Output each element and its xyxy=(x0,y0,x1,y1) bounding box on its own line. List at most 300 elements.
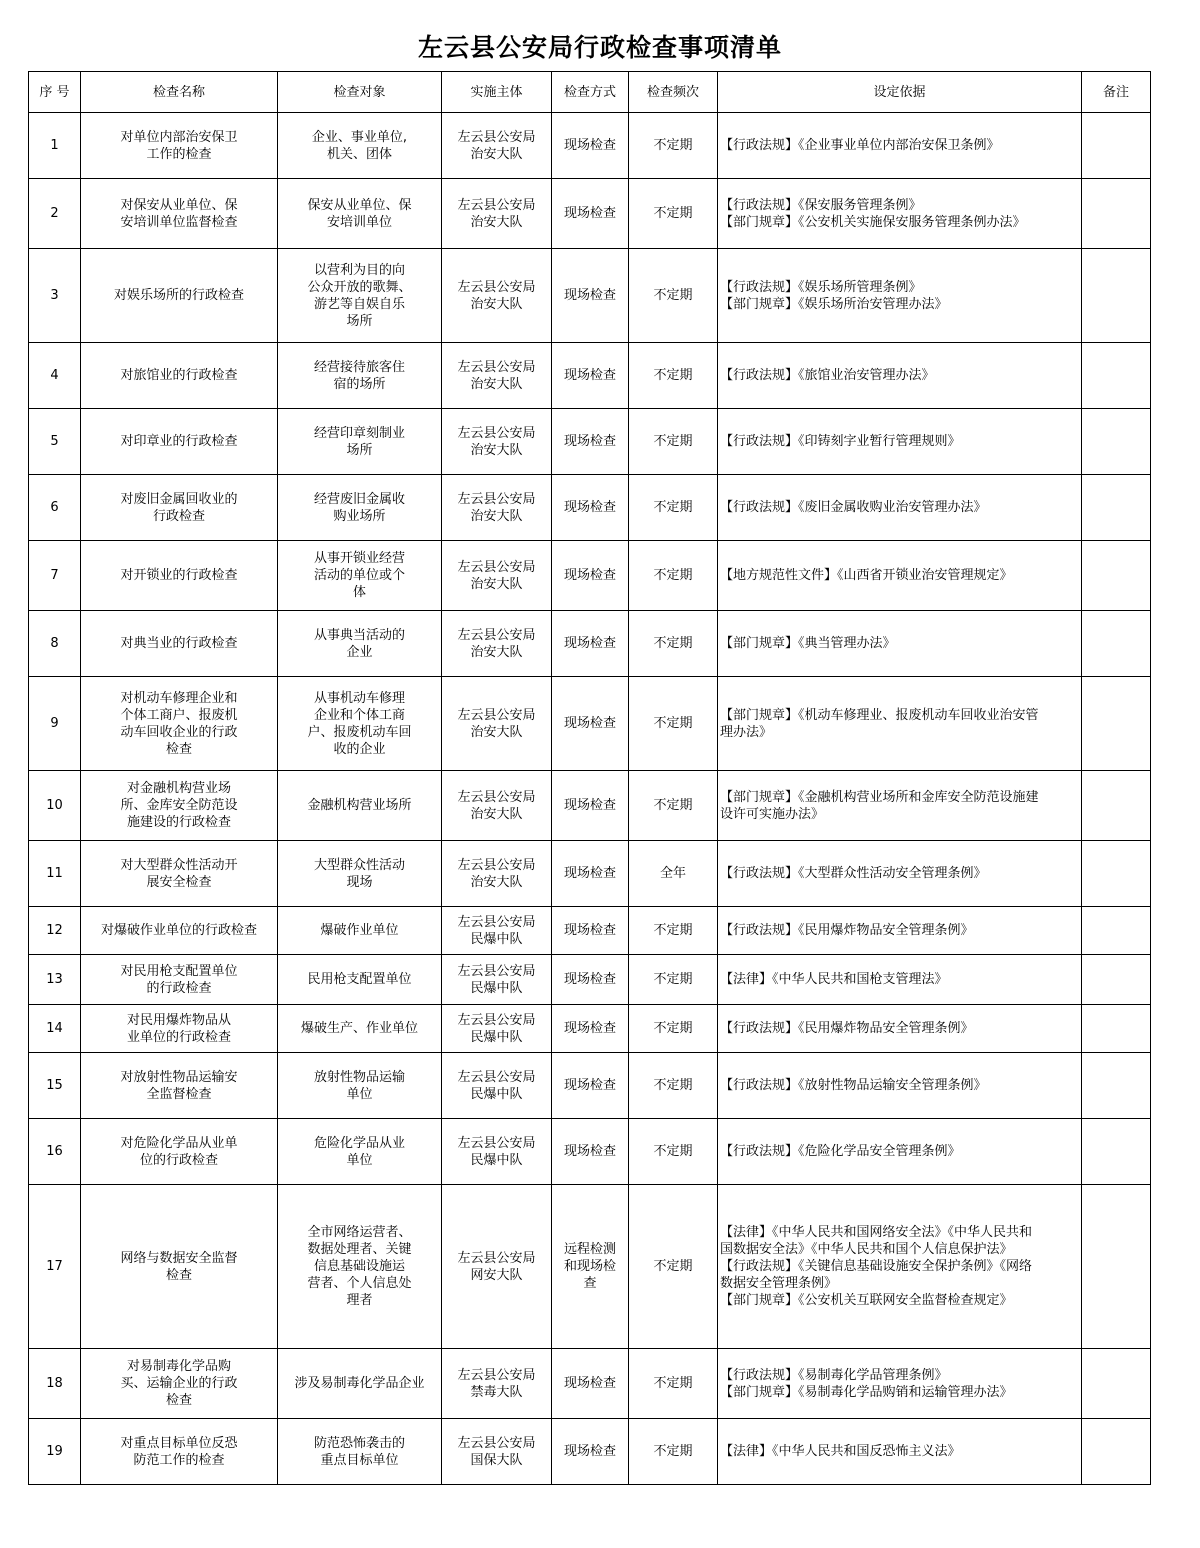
legal-basis-line: 【部门规章】《易制毒化学品购销和运输管理办法》 xyxy=(720,1384,1013,1400)
header-unit: 实施主体 xyxy=(442,72,552,113)
implementing-unit xyxy=(442,541,552,611)
inspection-name-line: 检查 xyxy=(165,1267,192,1283)
inspection-method xyxy=(552,1005,629,1053)
implementing-unit-line: 左云县公安局 xyxy=(457,1135,536,1151)
implementing-unit xyxy=(442,1053,552,1119)
implementing-unit-line: 左云县公安局 xyxy=(457,963,536,979)
legal-basis-line: 【行政法规】《娱乐场所管理条例》 xyxy=(720,279,922,295)
implementing-unit xyxy=(442,771,552,841)
remarks xyxy=(1082,955,1151,1005)
inspection-target-line: 经营印章刻制业 xyxy=(313,425,405,441)
legal-basis-line: 【部门规章】《公安机关实施保安服务管理条例办法》 xyxy=(720,214,1026,230)
implementing-unit-line: 网安大队 xyxy=(470,1267,523,1283)
inspection-frequency: 不定期 xyxy=(629,179,718,249)
implementing-unit-line: 左云县公安局 xyxy=(457,197,536,213)
header-no: 序 号 xyxy=(29,72,81,113)
inspection-target xyxy=(278,907,442,955)
inspection-method-line: 现场检查 xyxy=(563,1444,616,1459)
inspection-target-line: 理者 xyxy=(346,1293,373,1308)
implementing-unit-line: 治安大队 xyxy=(470,296,523,312)
inspection-method-line: 现场检查 xyxy=(563,923,616,938)
inspection-name-line: 工作的检查 xyxy=(146,146,212,162)
implementing-unit-line: 治安大队 xyxy=(470,376,523,392)
table-row xyxy=(29,409,1151,475)
legal-basis xyxy=(718,475,1082,541)
legal-basis xyxy=(718,1349,1082,1419)
inspection-method-line: 现场检查 xyxy=(563,434,616,449)
row-number: 2 xyxy=(29,179,81,249)
inspection-table xyxy=(28,71,1151,1485)
inspection-target-line: 从事典当活动的 xyxy=(313,627,405,643)
inspection-name-line: 对单位内部治安保卫 xyxy=(120,129,238,145)
inspection-method xyxy=(552,249,629,343)
remarks xyxy=(1082,677,1151,771)
inspection-method-line: 远程检测 xyxy=(563,1242,616,1257)
remarks xyxy=(1082,179,1151,249)
inspection-name xyxy=(81,1005,278,1053)
legal-basis-line: 【部门规章】《娱乐场所治安管理办法》 xyxy=(720,296,948,312)
table-row xyxy=(29,1053,1151,1119)
inspection-method xyxy=(552,1419,629,1485)
inspection-name-line: 对印章业的行政检查 xyxy=(120,434,238,449)
header-row xyxy=(29,72,1151,113)
legal-basis xyxy=(718,677,1082,771)
table-row xyxy=(29,907,1151,955)
inspection-target xyxy=(278,771,442,841)
inspection-frequency: 不定期 xyxy=(629,475,718,541)
legal-basis-line: 【行政法规】《印铸刻字业暂行管理规则》 xyxy=(720,434,961,449)
inspection-target-line: 民用枪支配置单位 xyxy=(307,972,412,987)
inspection-target-line: 户、报废机动车回 xyxy=(307,724,412,740)
inspection-method xyxy=(552,771,629,841)
inspection-method xyxy=(552,907,629,955)
inspection-method xyxy=(552,113,629,179)
inspection-target-line: 企业、事业单位, xyxy=(311,129,408,145)
row-number: 10 xyxy=(29,771,81,841)
implementing-unit-line: 左云县公安局 xyxy=(457,279,536,295)
implementing-unit xyxy=(442,113,552,179)
row-number: 12 xyxy=(29,907,81,955)
inspection-method xyxy=(552,1349,629,1419)
inspection-name-line: 的行政检查 xyxy=(146,980,212,996)
inspection-frequency: 不定期 xyxy=(629,1119,718,1185)
table-row xyxy=(29,841,1151,907)
implementing-unit-line: 治安大队 xyxy=(470,442,523,458)
inspection-target xyxy=(278,249,442,343)
legal-basis-line: 【行政法规】《危险化学品安全管理条例》 xyxy=(720,1144,961,1159)
implementing-unit xyxy=(442,841,552,907)
inspection-target-line: 经营废旧金属收 xyxy=(313,491,405,507)
legal-basis xyxy=(718,343,1082,409)
legal-basis xyxy=(718,771,1082,841)
table-row xyxy=(29,1419,1151,1485)
inspection-target xyxy=(278,611,442,677)
inspection-name-line: 安培训单位监督检查 xyxy=(120,214,238,230)
inspection-name xyxy=(81,771,278,841)
inspection-method xyxy=(552,611,629,677)
inspection-target-line: 从事机动车修理 xyxy=(313,690,405,706)
inspection-name-line: 对旅馆业的行政检查 xyxy=(120,368,238,383)
row-number: 13 xyxy=(29,955,81,1005)
legal-basis-line: 【行政法规】《企业事业单位内部治安保卫条例》 xyxy=(720,138,1000,153)
inspection-target xyxy=(278,113,442,179)
inspection-frequency: 不定期 xyxy=(629,1005,718,1053)
implementing-unit-line: 治安大队 xyxy=(470,644,523,660)
remarks xyxy=(1082,1005,1151,1053)
header-target: 检查对象 xyxy=(278,72,442,113)
inspection-frequency: 不定期 xyxy=(629,1349,718,1419)
inspection-name-line: 对民用爆炸物品从 xyxy=(126,1012,231,1028)
inspection-target-line: 以营利为目的向 xyxy=(313,262,405,278)
inspection-method-line: 现场检查 xyxy=(563,206,616,221)
implementing-unit-line: 民爆中队 xyxy=(470,931,523,947)
inspection-target xyxy=(278,1419,442,1485)
inspection-name-line: 展安全检查 xyxy=(146,874,212,890)
implementing-unit xyxy=(442,955,552,1005)
inspection-frequency: 不定期 xyxy=(629,771,718,841)
legal-basis-line: 【行政法规】《民用爆炸物品安全管理条例》 xyxy=(720,1021,974,1036)
inspection-name xyxy=(81,113,278,179)
inspection-name xyxy=(81,955,278,1005)
inspection-method-line: 现场检查 xyxy=(563,798,616,813)
inspection-frequency: 不定期 xyxy=(629,1419,718,1485)
row-number: 1 xyxy=(29,113,81,179)
legal-basis xyxy=(718,113,1082,179)
legal-basis-line: 【部门规章】《公安机关互联网安全监督检查规定》 xyxy=(720,1293,1013,1308)
legal-basis-line: 【部门规章】《典当管理办法》 xyxy=(720,636,896,651)
implementing-unit-line: 左云县公安局 xyxy=(457,789,536,805)
header-method: 检查方式 xyxy=(552,72,629,113)
inspection-method xyxy=(552,955,629,1005)
implementing-unit-line: 左云县公安局 xyxy=(457,1012,536,1028)
inspection-name-line: 动车回收企业的行政 xyxy=(120,724,238,740)
inspection-target xyxy=(278,541,442,611)
remarks xyxy=(1082,1349,1151,1419)
inspection-target-line: 危险化学品从业 xyxy=(313,1135,405,1151)
implementing-unit xyxy=(442,409,552,475)
legal-basis xyxy=(718,1185,1082,1349)
inspection-target-line: 金融机构营业场所 xyxy=(307,798,412,813)
inspection-method xyxy=(552,1053,629,1119)
legal-basis-line: 设许可实施办法》 xyxy=(720,806,825,822)
remarks xyxy=(1082,249,1151,343)
inspection-name-line: 位的行政检查 xyxy=(139,1152,218,1168)
inspection-target-line: 收的企业 xyxy=(333,741,386,757)
inspection-target-line: 涉及易制毒化学品企业 xyxy=(294,1376,425,1391)
inspection-name xyxy=(81,677,278,771)
inspection-target xyxy=(278,475,442,541)
implementing-unit-line: 左云县公安局 xyxy=(457,425,536,441)
implementing-unit-line: 治安大队 xyxy=(470,806,523,822)
inspection-name-line: 对娱乐场所的行政检查 xyxy=(113,288,244,303)
inspection-target-line: 从事开锁业经营 xyxy=(313,551,405,566)
inspection-method xyxy=(552,475,629,541)
inspection-name xyxy=(81,1349,278,1419)
inspection-target-line: 活动的单位或个 xyxy=(313,568,405,583)
implementing-unit-line: 治安大队 xyxy=(470,508,523,524)
inspection-name-line: 对金融机构营业场 xyxy=(126,781,231,796)
implementing-unit-line: 左云县公安局 xyxy=(457,857,536,873)
inspection-method-line: 现场检查 xyxy=(563,568,616,583)
table-row xyxy=(29,1349,1151,1419)
implementing-unit xyxy=(442,179,552,249)
remarks xyxy=(1082,1185,1151,1349)
implementing-unit-line: 治安大队 xyxy=(470,214,523,230)
legal-basis-line: 【行政法规】《关键信息基础设施安全保护条例》《网络 xyxy=(720,1259,1033,1274)
row-number: 6 xyxy=(29,475,81,541)
inspection-target xyxy=(278,409,442,475)
inspection-name xyxy=(81,1119,278,1185)
implementing-unit-line: 左云县公安局 xyxy=(457,491,536,507)
inspection-name-line: 网络与数据安全监督 xyxy=(120,1250,238,1266)
inspection-frequency: 不定期 xyxy=(629,955,718,1005)
inspection-name xyxy=(81,541,278,611)
table-row xyxy=(29,1185,1151,1349)
inspection-name xyxy=(81,179,278,249)
row-number: 5 xyxy=(29,409,81,475)
inspection-method xyxy=(552,541,629,611)
header-name: 检查名称 xyxy=(81,72,278,113)
inspection-name-line: 防范工作的检查 xyxy=(133,1452,225,1468)
inspection-method-line: 现场检查 xyxy=(563,716,616,731)
inspection-name-line: 对机动车修理企业和 xyxy=(120,690,238,706)
inspection-name xyxy=(81,249,278,343)
inspection-name-line: 对典当业的行政检查 xyxy=(120,636,238,651)
inspection-target-line: 企业 xyxy=(346,644,373,660)
inspection-name xyxy=(81,343,278,409)
implementing-unit-line: 左云县公安局 xyxy=(457,627,536,643)
remarks xyxy=(1082,1053,1151,1119)
inspection-frequency: 不定期 xyxy=(629,409,718,475)
legal-basis-line: 【行政法规】《保安服务管理条例》 xyxy=(720,197,922,213)
inspection-target-line: 放射性物品运输 xyxy=(313,1069,405,1085)
row-number: 16 xyxy=(29,1119,81,1185)
inspection-target xyxy=(278,1119,442,1185)
inspection-target-line: 体 xyxy=(352,585,366,600)
inspection-method xyxy=(552,1185,629,1349)
inspection-method-line: 现场检查 xyxy=(563,972,616,987)
implementing-unit-line: 左云县公安局 xyxy=(457,559,536,575)
implementing-unit xyxy=(442,611,552,677)
row-number: 17 xyxy=(29,1185,81,1349)
legal-basis-line: 【部门规章】《机动车修理业、报废机动车回收业治安管 xyxy=(720,707,1039,723)
inspection-frequency: 不定期 xyxy=(629,1185,718,1349)
legal-basis-line: 【行政法规】《大型群众性活动安全管理条例》 xyxy=(720,866,987,881)
inspection-target xyxy=(278,179,442,249)
inspection-target-line: 企业和个体工商 xyxy=(313,707,405,723)
inspection-method xyxy=(552,841,629,907)
inspection-target-line: 单位 xyxy=(346,1086,373,1102)
table-row xyxy=(29,771,1151,841)
inspection-method-line: 现场检查 xyxy=(563,1376,616,1391)
implementing-unit-line: 国保大队 xyxy=(470,1452,523,1468)
row-number: 4 xyxy=(29,343,81,409)
legal-basis xyxy=(718,907,1082,955)
inspection-name xyxy=(81,907,278,955)
legal-basis xyxy=(718,541,1082,611)
inspection-frequency: 不定期 xyxy=(629,677,718,771)
inspection-method-line: 现场检查 xyxy=(563,636,616,651)
inspection-target-line: 场所 xyxy=(346,442,373,458)
legal-basis xyxy=(718,611,1082,677)
inspection-name xyxy=(81,841,278,907)
legal-basis xyxy=(718,1119,1082,1185)
inspection-method xyxy=(552,409,629,475)
table-row xyxy=(29,179,1151,249)
header-basis: 设定依据 xyxy=(718,72,1082,113)
implementing-unit-line: 左云县公安局 xyxy=(457,1069,536,1085)
inspection-method-line: 现场检查 xyxy=(563,1144,616,1159)
row-number: 14 xyxy=(29,1005,81,1053)
inspection-target-line: 单位 xyxy=(346,1152,373,1168)
table-row xyxy=(29,475,1151,541)
inspection-name-line: 所、金库安全防范设 xyxy=(120,798,238,813)
implementing-unit-line: 治安大队 xyxy=(470,874,523,890)
table-row xyxy=(29,249,1151,343)
inspection-target xyxy=(278,1005,442,1053)
inspection-name-line: 对放射性物品运输安 xyxy=(120,1069,238,1085)
inspection-method xyxy=(552,1119,629,1185)
inspection-method-line: 现场检查 xyxy=(563,368,616,383)
row-number: 19 xyxy=(29,1419,81,1485)
inspection-method-line: 现场检查 xyxy=(563,866,616,881)
remarks xyxy=(1082,771,1151,841)
inspection-target xyxy=(278,1053,442,1119)
legal-basis xyxy=(718,249,1082,343)
implementing-unit-line: 左云县公安局 xyxy=(457,1435,536,1451)
implementing-unit-line: 民爆中队 xyxy=(470,1086,523,1102)
legal-basis-line: 【法律】《中华人民共和国网络安全法》《中华人民共和 xyxy=(720,1225,1033,1240)
inspection-name-line: 对保安从业单位、保 xyxy=(120,197,238,213)
table-row xyxy=(29,611,1151,677)
page-title: 左云县公安局行政检查事项清单 xyxy=(417,33,782,62)
legal-basis-line: 理办法》 xyxy=(720,724,773,740)
remarks xyxy=(1082,907,1151,955)
implementing-unit-line: 左云县公安局 xyxy=(457,707,536,723)
inspection-name-line: 对重点目标单位反恐 xyxy=(120,1435,238,1451)
inspection-target-line: 爆破作业单位 xyxy=(320,923,399,938)
inspection-method-line: 现场检查 xyxy=(563,1078,616,1093)
implementing-unit-line: 禁毒大队 xyxy=(470,1384,523,1400)
inspection-target xyxy=(278,677,442,771)
inspection-method xyxy=(552,343,629,409)
legal-basis xyxy=(718,409,1082,475)
inspection-target xyxy=(278,1349,442,1419)
inspection-name-line: 行政检查 xyxy=(152,508,205,524)
inspection-name xyxy=(81,409,278,475)
inspection-name-line: 施建设的行政检查 xyxy=(126,815,231,830)
table-row xyxy=(29,541,1151,611)
inspection-method-line: 现场检查 xyxy=(563,500,616,515)
inspection-method-line: 现场检查 xyxy=(563,288,616,303)
remarks xyxy=(1082,1119,1151,1185)
inspection-name-line: 对开锁业的行政检查 xyxy=(120,568,238,583)
inspection-target xyxy=(278,343,442,409)
implementing-unit-line: 左云县公安局 xyxy=(457,914,536,930)
inspection-target-line: 营者、个人信息处 xyxy=(307,1276,412,1291)
inspection-method-line: 查 xyxy=(583,1276,597,1291)
implementing-unit xyxy=(442,1349,552,1419)
implementing-unit xyxy=(442,475,552,541)
remarks xyxy=(1082,343,1151,409)
implementing-unit-line: 左云县公安局 xyxy=(457,1250,536,1266)
inspection-frequency: 不定期 xyxy=(629,249,718,343)
inspection-frequency: 不定期 xyxy=(629,907,718,955)
legal-basis-line: 【部门规章】《金融机构营业场所和金库安全防范设施建 xyxy=(720,789,1039,805)
inspection-method xyxy=(552,677,629,771)
legal-basis-line: 【行政法规】《易制毒化学品管理条例》 xyxy=(720,1367,948,1383)
inspection-target-line: 爆破生产、作业单位 xyxy=(300,1021,418,1036)
implementing-unit-line: 治安大队 xyxy=(470,146,523,162)
inspection-name-line: 检查 xyxy=(165,1393,192,1408)
implementing-unit xyxy=(442,907,552,955)
inspection-frequency: 全年 xyxy=(629,841,718,907)
implementing-unit-line: 民爆中队 xyxy=(470,1029,523,1045)
remarks xyxy=(1082,475,1151,541)
inspection-target-line: 经营接待旅客住 xyxy=(313,359,405,375)
inspection-name-line: 对危险化学品从业单 xyxy=(120,1135,238,1151)
legal-basis xyxy=(718,1005,1082,1053)
inspection-name-line: 个体工商户、报废机 xyxy=(120,707,238,723)
inspection-target-line: 全市网络运营者、 xyxy=(307,1225,412,1240)
implementing-unit xyxy=(442,1185,552,1349)
implementing-unit xyxy=(442,249,552,343)
remarks xyxy=(1082,611,1151,677)
legal-basis-line: 【行政法规】《废旧金属收购业治安管理办法》 xyxy=(720,500,987,515)
legal-basis-line: 国数据安全法》《中华人民共和国个人信息保护法》 xyxy=(720,1242,1013,1257)
inspection-name-line: 检查 xyxy=(165,741,192,757)
inspection-target-line: 场所 xyxy=(346,313,373,329)
legal-basis xyxy=(718,955,1082,1005)
implementing-unit-line: 左云县公安局 xyxy=(457,129,536,145)
inspection-target-line: 保安从业单位、保 xyxy=(307,197,412,213)
implementing-unit xyxy=(442,677,552,771)
implementing-unit xyxy=(442,1119,552,1185)
inspection-target xyxy=(278,955,442,1005)
inspection-target-line: 数据处理者、关键 xyxy=(307,1242,412,1257)
implementing-unit xyxy=(442,1005,552,1053)
legal-basis-line: 【行政法规】《民用爆炸物品安全管理条例》 xyxy=(720,923,974,938)
remarks xyxy=(1082,541,1151,611)
row-number: 11 xyxy=(29,841,81,907)
remarks xyxy=(1082,841,1151,907)
inspection-method-line: 现场检查 xyxy=(563,1021,616,1036)
inspection-target-line: 游艺等自娱自乐 xyxy=(313,296,405,312)
inspection-frequency: 不定期 xyxy=(629,1053,718,1119)
inspection-target-line: 宿的场所 xyxy=(333,376,386,392)
inspection-name-line: 对爆破作业单位的行政检查 xyxy=(100,923,257,938)
legal-basis xyxy=(718,841,1082,907)
table-row xyxy=(29,1119,1151,1185)
legal-basis-line: 【行政法规】《旅馆业治安管理办法》 xyxy=(720,368,935,383)
implementing-unit-line: 左云县公安局 xyxy=(457,1367,536,1383)
header-frequency: 检查频次 xyxy=(629,72,718,113)
table-row xyxy=(29,1005,1151,1053)
inspection-name-line: 对大型群众性活动开 xyxy=(120,857,238,873)
inspection-target xyxy=(278,841,442,907)
inspection-target-line: 安培训单位 xyxy=(326,214,392,230)
implementing-unit xyxy=(442,1419,552,1485)
inspection-target xyxy=(278,1185,442,1349)
inspection-name xyxy=(81,1419,278,1485)
legal-basis-line: 【法律】《中华人民共和国枪支管理法》 xyxy=(720,972,948,987)
implementing-unit-line: 左云县公安局 xyxy=(457,359,536,375)
table-row xyxy=(29,955,1151,1005)
implementing-unit xyxy=(442,343,552,409)
inspection-target-line: 信息基础设施运 xyxy=(313,1259,405,1274)
remarks xyxy=(1082,409,1151,475)
inspection-name xyxy=(81,611,278,677)
